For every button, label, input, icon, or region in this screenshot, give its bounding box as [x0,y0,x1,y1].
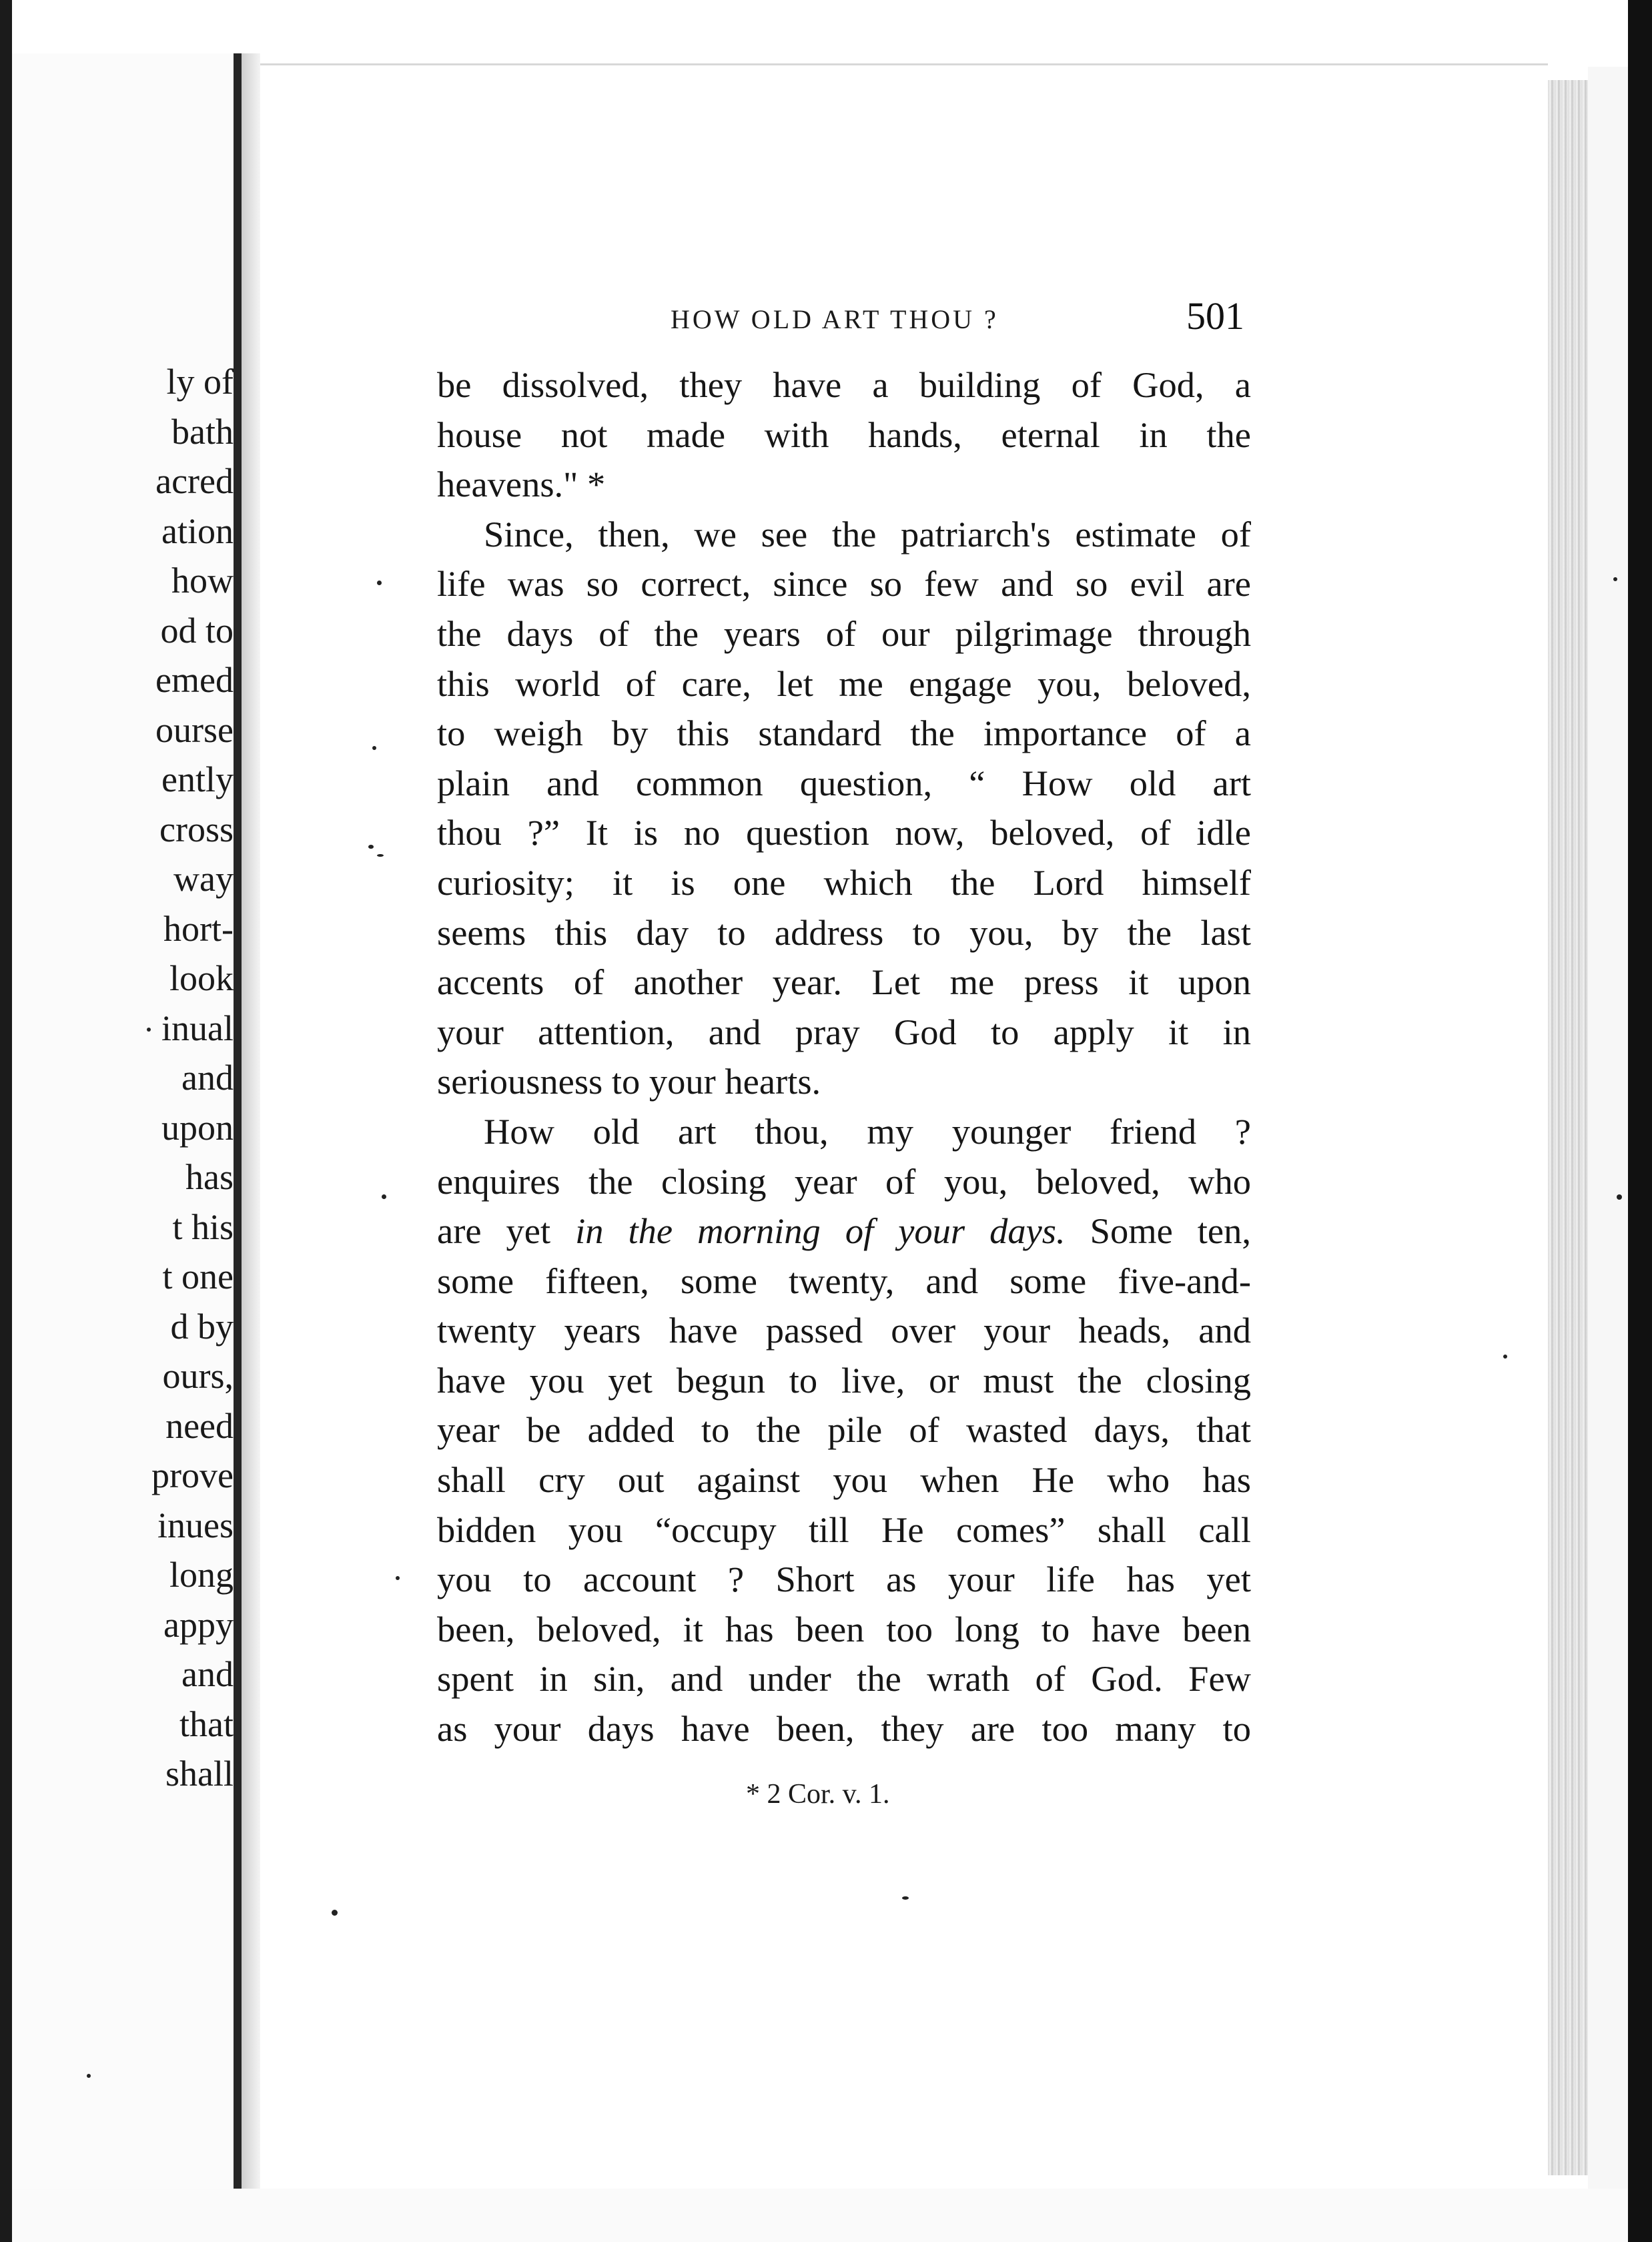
fragment-line: long [169,1555,234,1595]
text-line: to weigh by this standard the importance of a [437,713,1251,754]
text-line: been, beloved, it has been too long to have been [437,1608,1251,1649]
fragment-line: inues [157,1505,234,1545]
text-line: seriousness to your hearts. [437,1061,821,1102]
fragment-line: ently [161,759,234,799]
text-line: seems this day to address to you, by the last [437,911,1251,953]
scan-speck [377,581,382,585]
fragment-line: and [181,1058,234,1098]
fragment-line: hort- [163,908,234,949]
scan-speck [368,845,374,849]
footnote: * 2 Cor. v. 1. [746,1779,890,1810]
text-line: year be added to the pile of wasted days, that [437,1409,1251,1451]
text-line: thou ?” It is no question now, beloved, of idle [437,812,1251,853]
text-line: accents of another year. Let me press it upon [437,962,1251,1003]
paragraph-start-line: Since, then, we see the patriarch's estimate of [484,513,1251,554]
fragment-line: t his [172,1206,234,1247]
scan-speck [382,1194,386,1199]
fragment-line: emed [155,660,234,700]
fragment-line: cross [159,809,234,849]
text-line: some fifteen, some twenty, and some five-and- [437,1260,1251,1301]
fragment-line: t one [162,1256,234,1296]
text-line-with-italic [437,1206,1251,1256]
text-line: life was so correct, since so few and so evil are [437,563,1251,605]
fragment-line: ours, [162,1356,234,1396]
text-line: bidden you “occupy till He comes” shall call [437,1509,1251,1550]
fragment-line: shall [165,1754,234,1794]
scan-edge-left [0,0,12,2242]
facing-page-left [12,53,234,2189]
book-gutter [234,53,242,2189]
fragment-line: has [185,1157,234,1197]
running-head: HOW OLD ART THOU ? [671,304,999,334]
fragment-line: inual [161,1008,234,1048]
scan-speck [1617,1194,1622,1200]
fragment-line: way [173,859,234,899]
text-line: the days of the years of our pilgrimage through [437,613,1251,654]
page-edges [1548,80,1588,2175]
fragment-line: ation [161,510,234,551]
scan-speck [1613,577,1617,581]
text-line: spent in sin, and under the wrath of God. Few [437,1658,1251,1700]
facing-page-fragments [20,357,234,1799]
scan-speck [372,746,376,750]
text-line: shall cry out against you when He who has [437,1459,1251,1501]
fragment-line: how [171,560,234,601]
gutter-shadow [242,53,260,2189]
fragment-line: ourse [155,709,234,750]
fragment-line: d by [170,1306,234,1347]
text-line: enquires the closing year of you, beloved, who [437,1160,1251,1202]
text-line: this world of care, let me engage you, beloved, [437,663,1251,704]
text-line: as your days have been, they are too many to [437,1708,1251,1750]
italic-phrase: in the morning of your days. [575,1210,1066,1252]
text-line: your attention, and pray God to apply it in [437,1011,1251,1052]
page-number: 501 [1186,294,1244,338]
fragment-line: bath [171,411,234,452]
scan-speck [147,1028,151,1032]
scan-speck [396,1576,400,1580]
text-line: curiosity; it is one which the Lord himself [437,861,1251,903]
fragment-line: appy [163,1604,234,1645]
text-line: be dissolved, they have a building of God, a [437,364,1251,405]
text-line: twenty years have passed over your heads, and [437,1310,1251,1351]
fragment-line: upon [161,1107,234,1148]
fragment-line: that [179,1704,234,1744]
text-line: you to account ? Short as your life has yet [437,1559,1251,1600]
fragment-line: look [169,958,234,998]
scan-speck [332,1910,338,1916]
text-line: plain and common question, “ How old art [437,762,1251,803]
fragment-line: ly of [166,362,234,402]
scan-margin-right [1588,67,1628,2202]
fragment-line: prove [151,1455,234,1495]
text-line: heavens." * [437,464,606,505]
fragment-line: od to [160,610,234,651]
scan-speck [902,1896,909,1900]
scan-edge-right [1628,0,1652,2242]
paragraph-start-line: How old art thou, my younger friend ? [484,1110,1251,1152]
fragment-line: acred [155,461,234,501]
body-text [437,360,1251,1754]
fragment-line: and [181,1654,234,1694]
fragment-line: need [165,1405,234,1446]
scan-speck [87,2074,91,2078]
scan-speck [377,854,384,857]
text-line: have you yet begun to live, or must the closing [437,1359,1251,1401]
scan-speck [1503,1355,1507,1359]
scan-margin-bottom [12,2189,1628,2242]
text-run: Some ten, [1065,1210,1251,1252]
text-line: house not made with hands, eternal in the [437,414,1251,455]
text-run: are yet [437,1210,576,1252]
